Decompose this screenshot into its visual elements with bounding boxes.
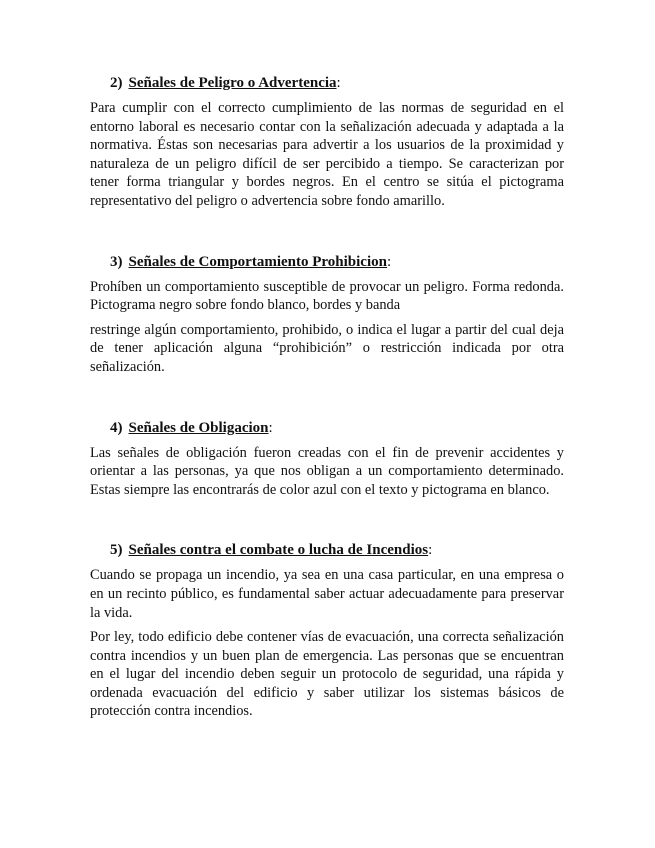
section-number: 5)	[110, 542, 123, 559]
spacer	[90, 217, 564, 253]
section-title: Señales contra el combate o lucha de Incendios	[128, 542, 429, 559]
paragraph: Cuando se propaga un incendio, ya sea en una casa particular, en una empresa o en un recinto público, es fundamental saber actuar adecuadamente para preservar la vida.	[90, 567, 564, 621]
section-title: Señales de Peligro o Advertencia	[128, 75, 337, 91]
section-colon: :	[336, 75, 341, 91]
section-colon: :	[268, 419, 273, 436]
section-number: 2)	[110, 75, 123, 91]
section-number: 4)	[110, 419, 123, 436]
section-heading-incendios	[110, 541, 564, 560]
section-number: 3)	[110, 253, 123, 270]
section-colon: :	[386, 253, 392, 270]
paragraph: Las señales de obligación fueron creadas con el fin de prevenir accidentes y orientar a las personas, ya que nos obligan a un comportamiento determinado. Estas siempre las encontrarás de color azul con el texto y pictograma en blanco.	[90, 444, 564, 498]
paragraph: Para cumplir con el correcto cumplimiento de las normas de seguridad en el entorno laboral es necesario contar con la señalización adecuada y adaptada a la normativa. Éstas son necesarias para advertir a los usuarios de la proximidad y naturaleza de un peligro difícil de ser percibido a tiempo. Se caracterizan por tener forma triangular y bordes negros. En el centro se sitúa el pictograma representativo del peligro o advertencia sobre fondo amarillo.	[90, 100, 564, 209]
document-content	[90, 74, 564, 727]
paragraph: Prohíben un comportamiento susceptible de provocar un peligro. Forma redonda. Pictograma negro sobre fondo blanco, bordes y banda	[90, 278, 564, 314]
section-heading-obligacion	[110, 419, 564, 438]
section-heading-peligro	[110, 74, 564, 93]
section-heading-prohibicion	[110, 253, 564, 272]
section-title: Señales de Obligacion	[128, 419, 269, 436]
paragraph: Por ley, todo edificio debe contener vías de evacuación, una correcta señalización contra incendios y un buen plan de emergencia. Las personas que se encuentran en el lugar del incendio deben seguir un protocolo de seguridad, una rápida y ordenada evacuación del edificio y saber utilizar los sistemas básicos de protección contra incendios.	[90, 629, 564, 720]
spacer	[90, 505, 564, 541]
section-title: Señales de Comportamiento Prohibicion	[128, 253, 387, 270]
section-colon: :	[428, 542, 433, 559]
spacer	[90, 383, 564, 419]
paragraph: restringe algún comportamiento, prohibido, o indica el lugar a partir del cual deja de tener aplicación alguna “prohibición” o restricción indicada por otra señalización.	[90, 321, 564, 375]
